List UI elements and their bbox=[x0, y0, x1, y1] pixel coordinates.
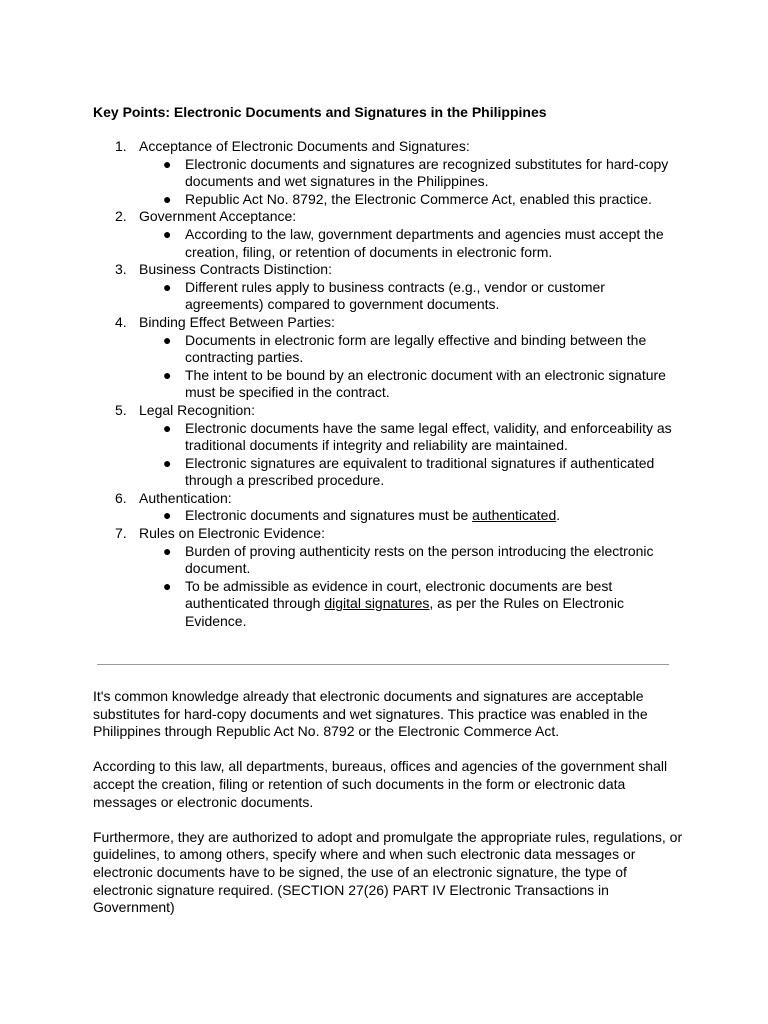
point-label: Authentication: bbox=[139, 489, 232, 506]
bullet-icon: ● bbox=[163, 155, 172, 172]
sub-point-item bbox=[139, 332, 683, 367]
key-points-list bbox=[93, 138, 683, 631]
sub-point-item bbox=[139, 507, 683, 525]
sub-point-list bbox=[139, 279, 683, 314]
point-item bbox=[93, 208, 683, 261]
sub-point-text-after-link: , as per the Rules on Electronic Evidence. bbox=[185, 595, 624, 630]
point-label: Rules on Electronic Evidence: bbox=[139, 525, 325, 542]
body-paragraphs bbox=[93, 688, 683, 934]
bullet-icon: ● bbox=[163, 419, 172, 436]
point-number: 7. bbox=[115, 525, 127, 542]
bullet-icon: ● bbox=[163, 225, 172, 242]
point-label: Binding Effect Between Parties: bbox=[139, 313, 335, 330]
bullet-icon: ● bbox=[163, 577, 172, 594]
sub-point-item bbox=[139, 367, 683, 402]
point-number: 5. bbox=[115, 401, 127, 418]
point-item bbox=[93, 261, 683, 314]
point-item bbox=[93, 525, 683, 631]
sub-point-item bbox=[139, 543, 683, 578]
bullet-icon: ● bbox=[163, 454, 172, 471]
sub-point-item bbox=[139, 226, 683, 261]
sub-point-item bbox=[139, 191, 683, 209]
bullet-icon: ● bbox=[163, 366, 172, 383]
point-label: Acceptance of Electronic Documents and Signatures: bbox=[139, 138, 470, 154]
paragraph: It's common knowledge already that electronic documents and signatures are acceptable substitutes for hard-copy documents and wet signatures. This practice was enabled in the Philippines through Republic Act No. 8792 or the Electronic Commerce Act. bbox=[93, 688, 648, 740]
sub-point-list bbox=[139, 332, 683, 402]
sub-point-text: Electronic documents and signatures are recognized substitutes for hard-copy documents and wet signatures in the Philippines. bbox=[185, 155, 669, 190]
sub-point-item bbox=[139, 578, 683, 631]
sub-point-text: According to the law, government departments and agencies must accept the creation, filing, or retention of documents in electronic form. bbox=[185, 225, 664, 260]
point-number: 1. bbox=[115, 138, 127, 154]
digital-signatures-link[interactable]: digital signatures bbox=[324, 595, 430, 612]
sub-point-list bbox=[139, 156, 683, 209]
sub-point-text: Electronic signatures are equivalent to traditional signatures if authenticated through a prescribed procedure. bbox=[185, 454, 655, 489]
point-label: Government Acceptance: bbox=[139, 208, 297, 225]
sub-point-text: Different rules apply to business contracts (e.g., vendor or customer agreements) compared to government documents. bbox=[185, 278, 605, 313]
sub-point-text: Documents in electronic form are legally effective and binding between the contracting parties. bbox=[185, 331, 647, 366]
bullet-icon: ● bbox=[163, 507, 172, 524]
point-number: 4. bbox=[115, 313, 127, 330]
sub-point-item bbox=[139, 279, 683, 314]
horizontal-divider bbox=[97, 664, 669, 665]
sub-point-text: The intent to be bound by an electronic document with an electronic signature must be specified in the contract. bbox=[185, 366, 666, 401]
point-label: Business Contracts Distinction: bbox=[139, 261, 332, 278]
point-number: 3. bbox=[115, 261, 127, 278]
bullet-icon: ● bbox=[163, 331, 172, 348]
point-label: Legal Recognition: bbox=[139, 401, 255, 418]
point-item bbox=[93, 314, 683, 402]
bullet-icon: ● bbox=[163, 278, 172, 295]
sub-point-list bbox=[139, 226, 683, 261]
point-item bbox=[93, 402, 683, 490]
sub-point-text-after-link: . bbox=[556, 507, 561, 524]
point-number: 6. bbox=[115, 489, 127, 506]
sub-point-item bbox=[139, 455, 683, 490]
sub-point-text-before-link: Electronic documents and signatures must be bbox=[185, 507, 473, 524]
paragraph: According to this law, all departments, bureaus, offices and agencies of the government shall accept the creation, filing or retention of such documents in the form or electronic data messages or electronic documents. bbox=[93, 758, 668, 810]
sub-point-text: Republic Act No. 8792, the Electronic Commerce Act, enabled this practice. bbox=[185, 190, 652, 207]
point-number: 2. bbox=[115, 208, 127, 225]
sub-point-list bbox=[139, 543, 683, 631]
sub-point-list bbox=[139, 507, 683, 525]
sub-point-item bbox=[139, 156, 683, 191]
point-item bbox=[93, 138, 683, 208]
sub-point-text-before-link: To be admissible as evidence in court, electronic documents are best authenticated through bbox=[185, 577, 613, 612]
paragraph: Furthermore, they are authorized to adopt and promulgate the appropriate rules, regulations, or guidelines, to among others, specify where and when such electronic data messages or electronic documents have to be signed, the use of an electronic signature, the type of electronic signature required. (SECTION 27(26) PART IV Electronic Transactions in Government) bbox=[93, 828, 683, 916]
key-points-section bbox=[93, 102, 683, 631]
sub-point-item bbox=[139, 420, 683, 455]
document-title: Key Points: Electronic Documents and Signatures in the Philippines bbox=[93, 104, 547, 120]
bullet-icon: ● bbox=[163, 190, 172, 207]
bullet-icon: ● bbox=[163, 542, 172, 559]
authenticated-link[interactable]: authenticated bbox=[472, 507, 557, 524]
sub-point-list bbox=[139, 420, 683, 490]
sub-point-text: Burden of proving authenticity rests on the person introducing the electronic document. bbox=[185, 542, 654, 577]
point-item bbox=[93, 490, 683, 525]
sub-point-text: Electronic documents have the same legal effect, validity, and enforceability as traditional documents if integrity and reliability are maintained. bbox=[185, 419, 672, 454]
